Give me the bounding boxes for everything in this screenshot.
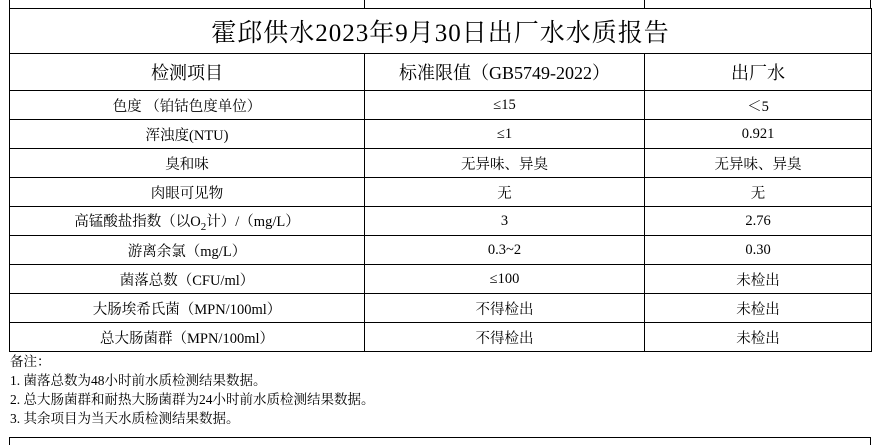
cell-standard: 无 [365, 178, 645, 207]
water-quality-table [9, 8, 872, 352]
table-row [10, 265, 872, 294]
table-row [10, 149, 872, 178]
cell-item-prefix: 高锰酸盐指数（以O [74, 213, 201, 230]
table-bottom-cut-row [9, 437, 871, 445]
cell-item [10, 207, 365, 236]
table-title-row [10, 9, 872, 54]
report-title: 霍邱供水2023年9月30日出厂水水质报告 [10, 9, 872, 54]
top-strip-divider-2 [644, 0, 645, 8]
table-row [10, 207, 872, 236]
table-row [10, 236, 872, 265]
cell-value: 未检出 [645, 265, 872, 294]
cell-standard: ≤100 [365, 265, 645, 294]
cell-item: 大肠埃希氏菌（MPN/100ml） [10, 294, 365, 323]
notes-label: 备注： [10, 354, 51, 369]
cell-value: 未检出 [645, 294, 872, 323]
notes-line-2: 2. 总大肠菌群和耐热大肠菌群为24小时前水质检测结果数据。 [10, 392, 375, 407]
cell-standard: 3 [365, 207, 645, 236]
table-top-cut-row [9, 0, 871, 8]
cell-item: 总大肠菌群（MPN/100ml） [10, 323, 365, 352]
cell-item: 菌落总数（CFU/ml） [10, 265, 365, 294]
cell-value: 2.76 [645, 207, 872, 236]
cell-value: 无异味、异臭 [645, 149, 872, 178]
cell-value: ＜5 [645, 91, 872, 120]
cell-standard: ≤15 [365, 91, 645, 120]
notes-line-3: 3. 其余项目为当天水质检测结果数据。 [10, 411, 240, 426]
column-header-output-water: 出厂水 [645, 54, 872, 91]
notes-block [10, 352, 710, 428]
cell-item: 游离余氯（mg/L） [10, 236, 365, 265]
cell-standard: 不得检出 [365, 294, 645, 323]
cell-value: 0.30 [645, 236, 872, 265]
cell-value: 未检出 [645, 323, 872, 352]
cell-value: 0.921 [645, 120, 872, 149]
table-row [10, 91, 872, 120]
cell-value: 无 [645, 178, 872, 207]
cell-standard: 不得检出 [365, 323, 645, 352]
table-row [10, 323, 872, 352]
cell-item: 浑浊度(NTU) [10, 120, 365, 149]
notes-line-1: 1. 菌落总数为48小时前水质检测结果数据。 [10, 373, 267, 388]
column-header-item: 检测项目 [10, 54, 365, 91]
cell-item: 臭和味 [10, 149, 365, 178]
table-row [10, 178, 872, 207]
cell-standard: 0.3~2 [365, 236, 645, 265]
cell-item-suffix: 计）/（mg/L） [206, 213, 300, 230]
cell-item: 色度 （铂钴色度单位） [10, 91, 365, 120]
table-header-row [10, 54, 872, 91]
table-row [10, 294, 872, 323]
cell-item-subscript: 2 [200, 220, 207, 233]
cell-standard: 无异味、异臭 [365, 149, 645, 178]
column-header-standard: 标准限值（GB5749-2022） [365, 54, 645, 91]
table-row [10, 120, 872, 149]
cell-standard: ≤1 [365, 120, 645, 149]
cell-item: 肉眼可见物 [10, 178, 365, 207]
top-strip-divider-1 [364, 0, 365, 8]
